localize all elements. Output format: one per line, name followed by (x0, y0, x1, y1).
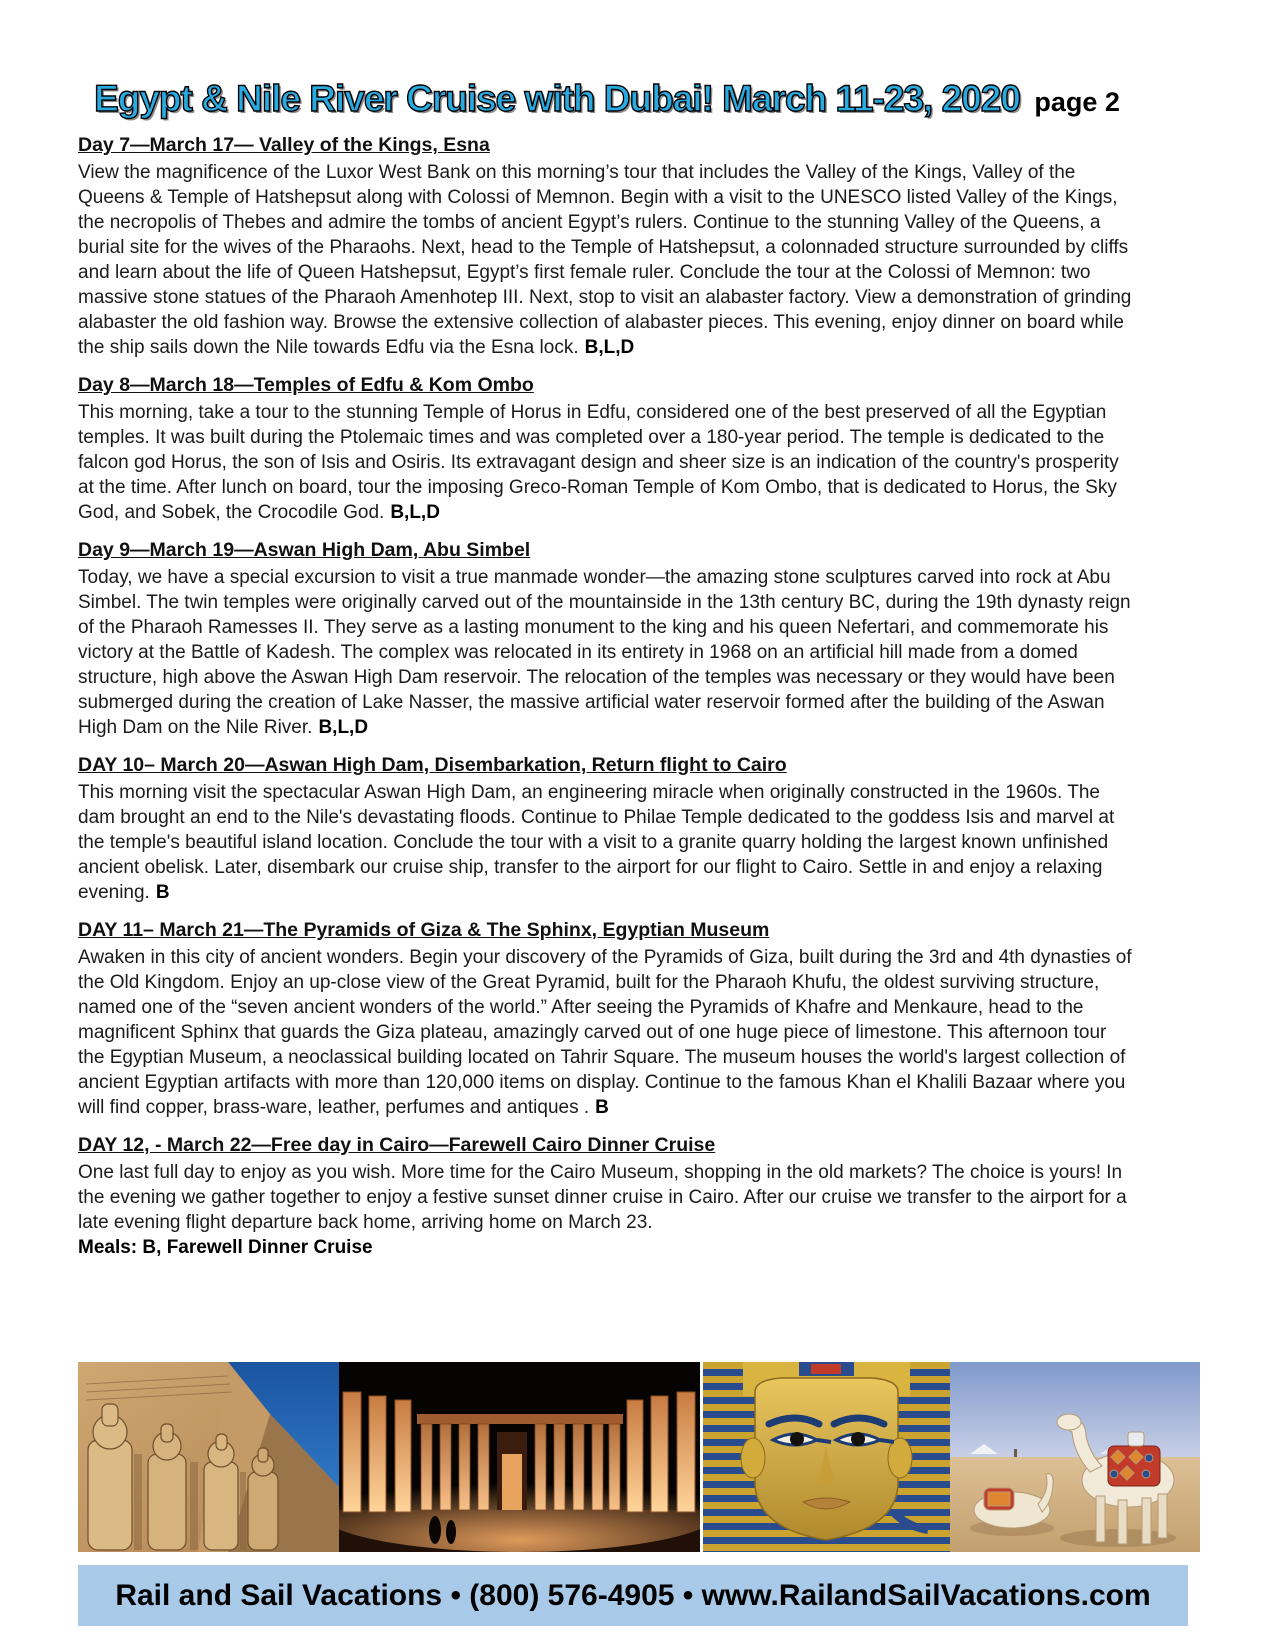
day-12-section (78, 1133, 1136, 1260)
day-7-heading: Day 7—March 17— Valley of the Kings, Esna (78, 134, 490, 156)
day-8-section (78, 373, 1136, 525)
day-9-section (78, 538, 1136, 740)
itinerary-content (78, 78, 1136, 1362)
day-7-body (78, 160, 1136, 360)
day-10-section (78, 753, 1136, 905)
day-7-meal-codes: B,L,D (584, 337, 635, 358)
camels-giza-desert-photo (950, 1362, 1200, 1552)
day-11-meal-codes: B (595, 1097, 609, 1118)
day-11-section (78, 918, 1136, 1120)
day-9-body (78, 565, 1136, 740)
luxor-temple-night-photo (339, 1362, 700, 1552)
day-7-section (78, 133, 1136, 360)
photo-strip (78, 1362, 1200, 1552)
day-12-text: One last full day to enjoy as you wish. More time for the Cairo Museum, shopping in the old markets? The choice is yours! In the evening we gather together to enjoy a festive sunset dinner cruise in Cairo. After our cruise we transfer to the airport for a late evening flight departure back home, arriving home on March 23. (78, 1162, 1127, 1233)
day-9-heading: Day 9—March 19—Aswan High Dam, Abu Simbel (78, 539, 531, 561)
day-9-text: Today, we have a special excursion to visit a true manmade wonder—the amazing stone sculptures carved into rock at Abu Simbel. The twin temples were originally carved out of the mountainside in the 13th century BC, during the 19th dynasty reign of the Pharaoh Ramesses II. They serve as a lasting monument to the king and his queen Nefertari, and commemorate his victory at the Battle of Kadesh. The complex was relocated in its entirety in 1968 on an artificial hill made from a domed structure, high above the Aswan High Dam reservoir. The relocation of the temples was necessary or they would have been submerged during the creation of Lake Nasser, the massive artificial water reservoir formed after the building of the Aswan High Dam on the Nile River. (78, 567, 1131, 738)
tutankhamun-gold-mask-photo (703, 1362, 950, 1552)
day-10-body (78, 780, 1136, 905)
day-12-body (78, 1160, 1136, 1235)
day-9-meal-codes: B,L,D (318, 717, 369, 738)
day-8-body (78, 400, 1136, 525)
day-12-meals-line: Meals: B, Farewell Dinner Cruise (78, 1237, 373, 1258)
day-8-meal-codes: B,L,D (390, 502, 440, 523)
footer-bar (78, 1565, 1188, 1626)
day-7-text: View the magnificence of the Luxor West Bank on this morning’s tour that includes the Valley of the Kings, Valley of the Queens & Temple of Hatshepsut along with Colossi of Memnon. Begin with a visit to the UNESCO listed Valley of the Kings, the necropolis of Thebes and admire the tombs of ancient Egypt’s rulers. Continue to the stunning Valley of the Queens, a burial site for the wives of the Pharaohs. Next, head to the Temple of Hatshepsut, a colonnaded structure surrounded by cliffs and learn about the life of Queen Hatshepsut, Egypt’s first female ruler. Conclude the tour at the Colossi of Memnon: two massive stone statues of the Pharaoh Amenhotep III. Next, stop to visit an alabaster factory. View a demonstration of grinding alabaster the old fashion way. Browse the extensive collection of alabaster pieces. This evening, enjoy dinner on board while the ship sails down the Nile towards Edfu via the Esna lock. (78, 162, 1132, 358)
day-10-text: This morning visit the spectacular Aswan High Dam, an engineering miracle when originally constructed in the 1960s. The dam brought an end to the Nile's devastating floods. Continue to Philae Temple dedicated to the goddess Isis and marvel at the temple's beautiful island location. Conclude the tour with a visit to a granite quarry holding the largest known unfinished ancient obelisk. Later, disembark our cruise ship, transfer to the airport for our flight to Cairo. Settle in and enjoy a relaxing evening. (78, 782, 1115, 903)
day-10-meal-codes: B (155, 882, 170, 903)
page-number-label: page 2 (1034, 87, 1120, 117)
day-11-text: Awaken in this city of ancient wonders. Begin your discovery of the Pyramids of Giza, built during the 3rd and 4th dynasties of the Old Kingdom. Enjoy an up-close view of the Great Pyramid, built for the Pharaoh Khufu, the oldest surviving structure, named one of the “seven ancient wonders of the world.” After seeing the Pyramids of Khafre and Menkaure, head to the magnificent Sphinx that guards the Giza plateau, amazingly carved out of one huge piece of limestone. This afternoon tour the Egyptian Museum, a neoclassical building located on Tahrir Square. The museum houses the world's largest collection of ancient Egyptian artifacts with more than 120,000 items on display. Continue to the famous Khan el Khalili Bazaar where you will find copper, brass-ware, leather, perfumes and antiques . (78, 947, 1132, 1118)
footer-contact-text: Rail and Sail Vacations • (800) 576-4905 • www.RailandSailVacations.com (115, 1578, 1151, 1612)
day-8-text: This morning, take a tour to the stunning Temple of Horus in Edfu, considered one of the best preserved of all the Egyptian temples. It was built during the Ptolemaic times and was completed over a 180-year period. The temple is dedicated to the falcon god Horus, the son of Isis and Osiris. Its extravagant design and sheer size is an indication of the country's prosperity at the time. After lunch on board, tour the imposing Greco-Roman Temple of Kom Ombo, that is dedicated to Horus, the Sky God, and Sobek, the Crocodile God. (78, 402, 1119, 523)
page-header (78, 78, 1136, 120)
abu-simbel-colossi-photo (78, 1362, 339, 1552)
day-8-heading: Day 8—March 18—Temples of Edfu & Kom Ombo (78, 374, 534, 396)
day-10-heading: DAY 10– March 20—Aswan High Dam, Disembarkation, Return flight to Cairo (78, 754, 787, 776)
day-12-heading: DAY 12, - March 22—Free day in Cairo—Farewell Cairo Dinner Cruise (78, 1134, 716, 1156)
day-11-body (78, 945, 1136, 1120)
day-11-heading: DAY 11– March 21—The Pyramids of Giza & The Sphinx, Egyptian Museum (78, 919, 770, 941)
page-title: Egypt & Nile River Cruise with Dubai! March 11-23, 2020 (94, 78, 1020, 119)
